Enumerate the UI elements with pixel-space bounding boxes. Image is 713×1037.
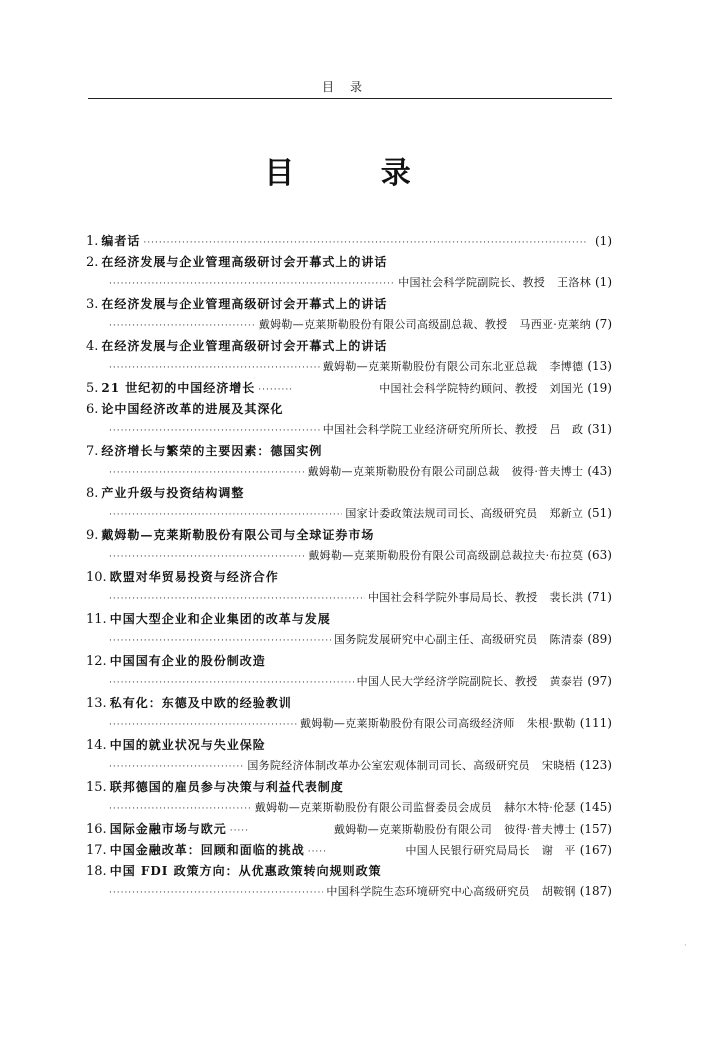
toc-author: 中国社会科学院副院长、教授 — [398, 276, 546, 289]
toc-author: 戴姆勒—克莱斯勒股份有限公司副总裁 — [307, 465, 500, 478]
toc-title: 在经济发展与企业管理高级研讨会开幕式上的讲话 — [101, 297, 388, 311]
toc-author-name: 赫尔木特·伦瑟 — [504, 801, 576, 814]
leader-dots — [308, 847, 327, 857]
leader-dots — [109, 468, 305, 478]
toc-number: 10. — [86, 570, 107, 585]
toc-author: 中国社会科学院特约顾问、教授 — [379, 382, 538, 395]
toc-author-name: 谢 平 — [541, 844, 576, 857]
toc-author: 中国人民大学经济学院副院长、教授 — [356, 675, 538, 688]
toc-author-name: 黄泰岩 — [549, 675, 584, 688]
toc-title: 中国大型企业和企业集团的改革与发展 — [109, 612, 331, 626]
toc-entry-4[interactable] — [86, 337, 612, 379]
toc-number: 5. — [86, 381, 99, 396]
leader-dots — [258, 385, 293, 395]
toc-number: 2. — [86, 255, 99, 270]
toc-number: 4. — [86, 339, 99, 354]
leader-dots — [109, 279, 395, 289]
toc-number: 18. — [86, 864, 107, 879]
toc-title: 中国国有企业的股份制改造 — [109, 654, 266, 668]
toc-number: 3. — [86, 297, 99, 312]
toc-number: 12. — [86, 654, 107, 669]
leader-dots — [109, 804, 252, 814]
toc-title: 中国 FDI 政策方向：从优惠政策转向规则政策 — [109, 864, 382, 878]
toc-number: 6. — [86, 402, 99, 417]
toc-title: 在经济发展与企业管理高级研讨会开幕式上的讲话 — [101, 339, 388, 353]
toc-author: 戴姆勒—克莱斯勒股份有限公司高级经济师 — [300, 717, 515, 730]
toc-title: 编者话 — [101, 234, 141, 248]
leader-dots — [109, 678, 354, 688]
toc-page: (157) — [579, 822, 612, 836]
toc-title: 联邦德国的雇员参与决策与利益代表制度 — [109, 780, 344, 794]
toc-number: 16. — [86, 822, 107, 837]
toc-author-name: 朱根·默勒 — [526, 717, 576, 730]
leader-dots — [109, 552, 305, 562]
toc-title: 产业升级与投资结构调整 — [101, 486, 245, 500]
toc-author-name: 李博德 — [549, 360, 584, 373]
leader-dots — [230, 826, 249, 836]
toc-title: 戴姆勒—克莱斯勒股份有限公司与全球证券市场 — [101, 528, 375, 542]
header-rule — [88, 98, 612, 99]
toc-author: 中国科学院生态环境研究中心高级研究员 — [326, 885, 530, 898]
toc-number: 9. — [86, 528, 99, 543]
toc-entry-12[interactable] — [86, 652, 612, 694]
toc-entry-6[interactable] — [86, 400, 612, 442]
toc-entry-15[interactable] — [86, 778, 612, 820]
toc-page: (1) — [595, 234, 612, 248]
toc-author: 国务院经济体制改革办公室宏观体制司司长、高级研究员 — [247, 759, 530, 772]
leader-dots — [143, 238, 588, 248]
toc-author-name: 王洛林 — [557, 276, 591, 289]
leader-dots — [109, 510, 342, 520]
toc-entry-5[interactable] — [86, 379, 612, 400]
toc-author-name: 吕 政 — [549, 423, 584, 436]
toc-number: 1. — [86, 234, 99, 249]
toc-author-name: 郑新立 — [549, 507, 584, 520]
toc-entry-3[interactable] — [86, 295, 612, 337]
toc-entry-16[interactable] — [86, 820, 612, 841]
toc-author-name: 宋晓梧 — [541, 759, 576, 772]
toc-page: (97) — [587, 674, 612, 688]
toc-title: 论中国经济改革的进展及其深化 — [101, 402, 284, 416]
toc-author: 戴姆勒—克莱斯勒股份有限公司东北亚总裁 — [322, 360, 538, 373]
toc-author-name: 刘国光 — [549, 382, 584, 395]
table-of-contents — [86, 232, 612, 904]
toc-title: 中国的就业状况与失业保险 — [109, 738, 266, 752]
toc-page: (167) — [579, 843, 612, 857]
toc-author: 戴姆勒—克莱斯勒股份有限公司高级副总裁拉夫·布拉莫 — [308, 549, 584, 562]
toc-entry-1[interactable] — [86, 232, 612, 253]
toc-number: 17. — [86, 843, 107, 858]
toc-page: (51) — [587, 506, 612, 520]
toc-entry-18[interactable] — [86, 862, 612, 904]
toc-page: (7) — [595, 317, 612, 331]
toc-author-name: 陈清泰 — [549, 633, 584, 646]
toc-entry-11[interactable] — [86, 610, 612, 652]
toc-author-name: 马西亚·克莱纳 — [519, 318, 591, 331]
toc-author: 国家计委政策法规司司长、高级研究员 — [345, 507, 538, 520]
leader-dots — [109, 594, 365, 604]
toc-entry-14[interactable] — [86, 736, 612, 778]
toc-entry-7[interactable] — [86, 442, 612, 484]
toc-author-name: 胡鞍钢 — [541, 885, 576, 898]
toc-page: (63) — [587, 548, 612, 562]
toc-author: 中国社会科学院工业经济研究所所长、教授 — [322, 423, 538, 436]
toc-title: 在经济发展与企业管理高级研讨会开幕式上的讲话 — [101, 255, 388, 269]
toc-author-name: 彼得·普夫博士 — [504, 823, 576, 836]
leader-dots — [109, 636, 331, 646]
toc-entry-10[interactable] — [86, 568, 612, 610]
toc-author: 戴姆勒—克莱斯勒股份有限公司监督委员会成员 — [254, 801, 493, 814]
toc-title: 欧盟对华贸易投资与经济合作 — [109, 570, 279, 584]
toc-page: (187) — [579, 884, 612, 898]
toc-entry-13[interactable] — [86, 694, 612, 736]
leader-dots — [109, 321, 256, 331]
toc-author: 戴姆勒—克莱斯勒股份有限公司高级副总裁、教授 — [258, 318, 508, 331]
toc-author-name: 裴长洪 — [549, 591, 584, 604]
page-title: 目 录 — [264, 156, 449, 191]
toc-author-name: 彼得·普夫博士 — [511, 465, 584, 478]
toc-page: (19) — [587, 381, 612, 395]
toc-page: (43) — [587, 464, 612, 478]
toc-page: (13) — [587, 359, 612, 373]
toc-page: (123) — [579, 758, 612, 772]
toc-page: (111) — [579, 716, 612, 730]
toc-number: 15. — [86, 780, 107, 795]
toc-number: 13. — [86, 696, 107, 711]
running-header: 目录 — [321, 80, 378, 94]
toc-title: 中国金融改革：回顾和面临的挑战 — [109, 843, 305, 857]
toc-title: 私有化：东德及中欧的经验教训 — [109, 696, 292, 710]
leader-dots — [109, 363, 320, 373]
toc-author: 中国社会科学院外事局局长、教授 — [367, 591, 538, 604]
toc-page: (89) — [587, 632, 612, 646]
toc-title: 经济增长与繁荣的主要因素：德国实例 — [101, 444, 323, 458]
toc-page: (71) — [587, 590, 612, 604]
toc-number: 11. — [86, 612, 107, 627]
leader-dots — [109, 762, 244, 772]
toc-number: 8. — [86, 486, 99, 501]
leader-dots — [109, 720, 297, 730]
toc-page: (1) — [595, 275, 612, 289]
toc-entry-9[interactable] — [86, 526, 612, 568]
toc-page: (31) — [587, 422, 612, 436]
toc-author: 中国人民银行研究局局长 — [405, 844, 530, 857]
toc-entry-8[interactable] — [86, 484, 612, 526]
toc-entry-2[interactable] — [86, 253, 612, 295]
leader-dots — [109, 426, 320, 436]
toc-entry-17[interactable] — [86, 841, 612, 862]
toc-author: 戴姆勒—克莱斯勒股份有限公司 — [333, 823, 493, 836]
scan-speck: · — [684, 941, 687, 950]
toc-title: 21 世纪初的中国经济增长 — [101, 381, 256, 395]
toc-page: (145) — [579, 800, 612, 814]
toc-title: 国际金融市场与欧元 — [109, 822, 227, 836]
toc-number: 7. — [86, 444, 99, 459]
toc-number: 14. — [86, 738, 107, 753]
toc-author: 国务院发展研究中心副主任、高级研究员 — [334, 633, 538, 646]
leader-dots — [109, 888, 323, 898]
